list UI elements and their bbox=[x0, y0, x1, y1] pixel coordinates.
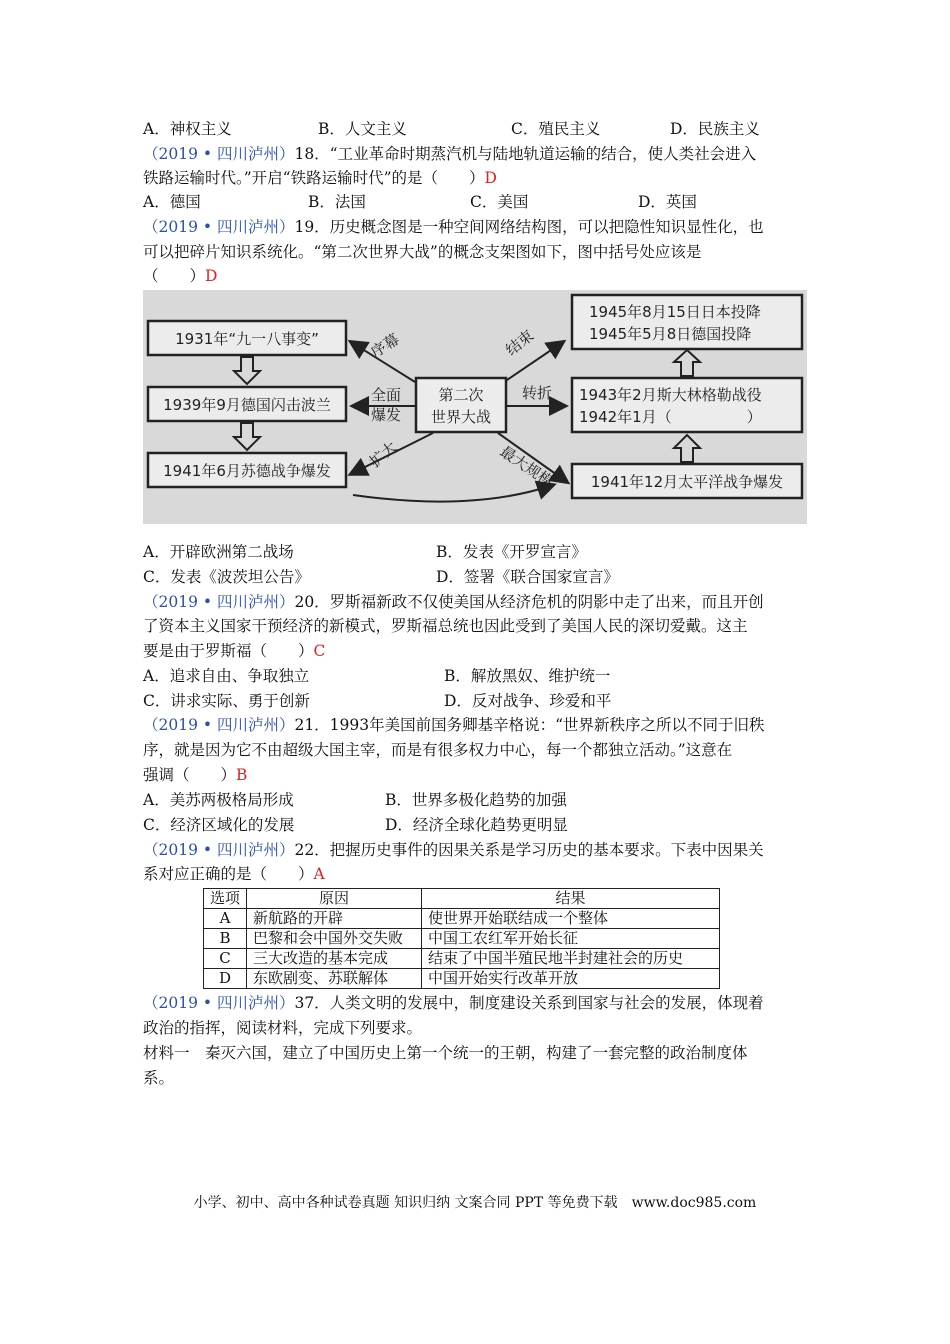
table-row: A 新航路的开辟 使世界开始联结成一个整体 bbox=[204, 909, 720, 929]
q21-option-b: B．世界多极化趋势的加强 bbox=[385, 791, 567, 809]
q19-stem-line2: 可以把碎片知识系统化。“第二次世界大战”的概念支架图如下，图中括号处应该是 bbox=[143, 243, 702, 261]
q22-stem-line1: （2019 • 四川泸州）22．把握历史事件的因果关系是学习历史的基本要求。下表中因果关 bbox=[143, 841, 764, 859]
table-row: D 东欧剧变、苏联解体 中国开始实行改革开放 bbox=[204, 969, 720, 989]
left-box-3-text: 1941年6月苏德战争爆发 bbox=[163, 462, 331, 480]
q21-stem-line2: 序，就是因为它不由超级大国主宰，而是有很多权力中心，每一个都独立活动。”这意在 bbox=[143, 741, 733, 759]
q37-stem-line2: 政治的指挥，阅读材料，完成下列要求。 bbox=[143, 1019, 423, 1037]
q19-stem-line3: （ ）D bbox=[143, 267, 218, 285]
q19-option-b: B．发表《开罗宣言》 bbox=[436, 543, 587, 561]
q17-option-d: D．民族主义 bbox=[670, 120, 760, 138]
center-line-2: 世界大战 bbox=[430, 408, 492, 426]
label-jieshu: 结束 bbox=[502, 326, 538, 360]
curved-arrow bbox=[353, 485, 553, 502]
q19-option-a: A．开辟欧洲第二战场 bbox=[143, 543, 294, 561]
q37-material1-line2: 系。 bbox=[143, 1069, 175, 1087]
up-arrow-1 bbox=[674, 350, 700, 376]
q20-stem-line2: 了资本主义国家干预经济的新模式，罗斯福总统也因此受到了美国人民的深切爱戴。这主 bbox=[143, 617, 748, 635]
q20-option-d: D．反对战争、珍爱和平 bbox=[444, 692, 612, 710]
q21-stem-line3: 强调（ ）B bbox=[143, 766, 248, 784]
q22-stem-line2: 系对应正确的是（ ）A bbox=[143, 865, 325, 883]
q37-material1-line1: 材料一 秦灭六国，建立了中国历史上第一个统一的王朝，构建了一套完整的政治制度体 bbox=[143, 1044, 748, 1062]
q20-option-c: C．讲求实际、勇于创新 bbox=[143, 692, 310, 710]
q20-stem-line3: 要是由于罗斯福（ ）C bbox=[143, 642, 326, 660]
label-kuoda: 扩大 bbox=[366, 437, 401, 472]
right-top-line-2: 1945年5月8日德国投降 bbox=[589, 325, 752, 343]
q18-option-b: B．法国 bbox=[308, 193, 366, 211]
q18-option-c: C．美国 bbox=[470, 193, 529, 211]
q21-option-a: A．美苏两极格局形成 bbox=[143, 791, 294, 809]
center-line-1: 第二次 bbox=[438, 386, 484, 404]
q21-option-c: C．经济区域化的发展 bbox=[143, 816, 295, 834]
q19-option-c: C．发表《波茨坦公告》 bbox=[143, 568, 310, 586]
q18-stem-line2: 铁路运输时代。”开启“铁路运输时代”的是（ ）D bbox=[143, 169, 497, 187]
header-option: 选项 bbox=[204, 889, 247, 909]
ww2-concept-diagram bbox=[143, 290, 807, 524]
page-footer: 小学、初中、高中各种试卷真题 知识归纳 文案合同 PPT 等免费下载 www.doc985.com bbox=[193, 1195, 757, 1211]
q18-stem-line1: （2019 • 四川泸州）18．“工业革命时期蒸汽机与陆地轨道运输的结合，使人类社会进入 bbox=[143, 145, 757, 163]
q17-option-b: B．人文主义 bbox=[318, 120, 407, 138]
header-result: 结果 bbox=[422, 889, 720, 909]
label-zhuanzhe: 转折 bbox=[521, 384, 553, 402]
q21-option-d: D．经济全球化趋势更明显 bbox=[385, 816, 568, 834]
down-arrow-1 bbox=[234, 357, 260, 384]
q21-answer: B bbox=[236, 766, 248, 784]
question-source: （2019 • 四川泸州） bbox=[143, 145, 295, 163]
q37-stem-line1: （2019 • 四川泸州）37．人类文明的发展中，制度建设关系到国家与社会的发展，体现着 bbox=[143, 994, 764, 1012]
left-box-2-text: 1939年9月德国闪击波兰 bbox=[163, 396, 331, 414]
q18-option-d: D．英国 bbox=[638, 193, 697, 211]
right-top-line-1: 1945年8月15日日本投降 bbox=[589, 303, 761, 321]
q22-answer: A bbox=[313, 865, 325, 883]
table-row: C 三大改造的基本完成 结束了中国半殖民地半封建社会的历史 bbox=[204, 949, 720, 969]
q19-answer: D bbox=[205, 267, 218, 285]
label-quanmian-1: 全面 bbox=[370, 386, 402, 404]
up-arrow-2 bbox=[674, 435, 700, 462]
right-mid-line-2: 1942年1月（ ） bbox=[579, 408, 762, 426]
q19-stem-line1: （2019 • 四川泸州）19．历史概念图是一种空间网络结构图，可以把隐性知识显性化，也 bbox=[143, 218, 764, 236]
q20-option-a: A．追求自由、争取独立 bbox=[143, 667, 310, 685]
q21-stem-line1: （2019 • 四川泸州）21．1993年美国前国务卿基辛格说：“世界新秩序之所以不同于旧秩 bbox=[143, 716, 765, 734]
left-box-1-text: 1931年“九一八事变” bbox=[175, 330, 319, 348]
q17-option-a: A．神权主义 bbox=[143, 120, 232, 138]
q20-stem-line1: （2019 • 四川泸州）20．罗斯福新政不仅使美国从经济危机的阴影中走了出来，而且开创 bbox=[143, 593, 764, 611]
table-row: B 巴黎和会中国外交失败 中国工农红军开始长征 bbox=[204, 929, 720, 949]
right-bottom-text: 1941年12月太平洋战争爆发 bbox=[590, 473, 784, 491]
q18-option-a: A．德国 bbox=[143, 193, 201, 211]
cause-effect-table bbox=[203, 888, 720, 989]
label-xumu: 序幕 bbox=[367, 330, 403, 362]
q19-option-d: D．签署《联合国家宣言》 bbox=[436, 568, 619, 586]
table-header-row bbox=[204, 889, 720, 909]
header-cause: 原因 bbox=[247, 889, 422, 909]
label-zuida: 最大规模 bbox=[496, 442, 557, 491]
down-arrow-2 bbox=[234, 423, 260, 450]
label-quanmian-2: 爆发 bbox=[370, 406, 402, 424]
q17-option-c: C．殖民主义 bbox=[511, 120, 601, 138]
q20-option-b: B．解放黑奴、维护统一 bbox=[444, 667, 611, 685]
q20-answer: C bbox=[313, 642, 326, 660]
q18-answer: D bbox=[484, 169, 497, 187]
diagram-svg bbox=[143, 290, 807, 524]
right-mid-line-1: 1943年2月斯大林格勒战役 bbox=[579, 386, 762, 404]
